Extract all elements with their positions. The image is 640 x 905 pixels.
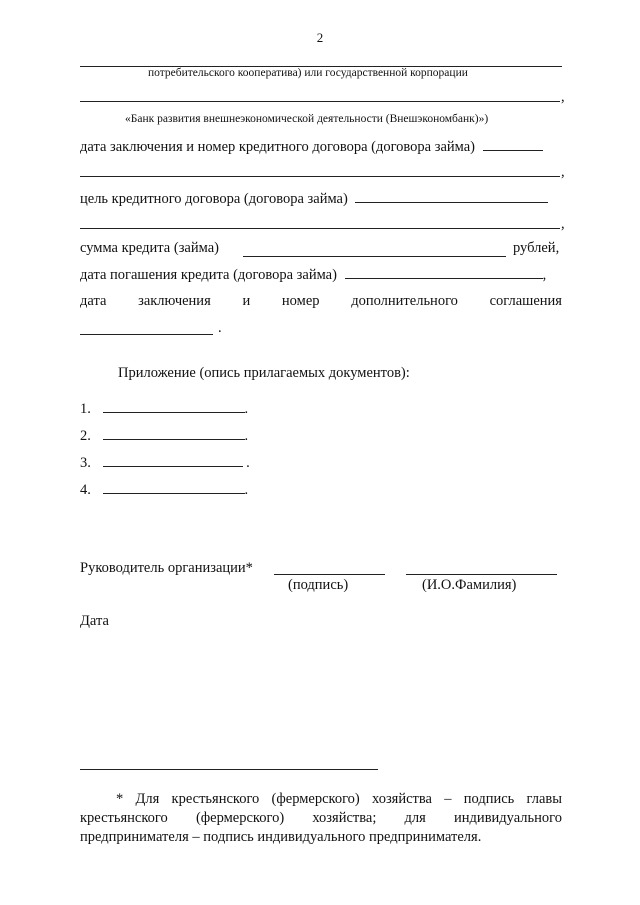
contract-date-label: дата заключения и номер кредитного договора (договора займа)	[80, 139, 476, 155]
attachment-blank[interactable]	[103, 454, 243, 467]
loan-amount-label: сумма кредита (займа)	[80, 240, 219, 256]
additional-word: заключения	[138, 293, 211, 309]
loan-amount-blank[interactable]	[243, 256, 506, 257]
repayment-date-row	[80, 266, 546, 284]
contract-date-comma: ,	[561, 164, 565, 180]
attachment-blank[interactable]	[103, 400, 245, 413]
additional-agreement-blank[interactable]	[80, 334, 213, 335]
attachment-number: 4.	[80, 482, 91, 498]
attachment-period: .	[244, 401, 249, 417]
organization-rule[interactable]	[80, 101, 560, 102]
contract-purpose-continuation[interactable]	[80, 228, 560, 229]
attachment-blank[interactable]	[103, 427, 245, 440]
contract-date-row	[80, 138, 543, 156]
name-caption: (И.О.Фамилия)	[422, 577, 517, 593]
attachment-number: 1.	[80, 401, 91, 417]
attachment-number: 2.	[80, 428, 91, 444]
date-label: Дата	[80, 613, 109, 629]
contract-date-blank[interactable]	[483, 138, 543, 151]
attachment-item	[80, 427, 248, 445]
caption-bank: «Банк развития внешнеэкономической деятельности (Внешэкономбанк)»)	[125, 113, 489, 125]
footnote-text: * Для крестьянского (фермерского) хозяйства – подпись главы крестьянского (фермерского) хозяйства; для индивидуального предпринимателя – подпись индивидуального предпринимателя.	[80, 791, 562, 845]
repayment-date-comma: ,	[542, 267, 547, 283]
organization-comma: ,	[561, 89, 565, 105]
attachments-title: Приложение (опись прилагаемых документов):	[118, 365, 410, 381]
signature-blank[interactable]	[274, 574, 385, 575]
signature-caption: (подпись)	[288, 577, 349, 593]
contract-purpose-label: цель кредитного договора (договора займа)	[80, 191, 348, 207]
attachment-blank[interactable]	[103, 481, 245, 494]
additional-word: дата	[80, 293, 107, 309]
attachment-period: .	[244, 482, 249, 498]
additional-word: и	[242, 293, 251, 309]
footnote-separator	[80, 769, 378, 770]
repayment-date-label: дата погашения кредита (договора займа)	[80, 267, 337, 283]
head-of-organization-label: Руководитель организации*	[80, 560, 253, 576]
contract-purpose-comma: ,	[561, 216, 565, 232]
currency-label: рублей,	[513, 240, 560, 256]
page-number: 2	[316, 30, 324, 45]
attachment-number: 3.	[80, 455, 91, 471]
additional-agreement-row	[80, 293, 562, 310]
contract-purpose-row	[80, 190, 548, 208]
additional-agreement-period: .	[218, 320, 222, 336]
attachment-item	[80, 454, 250, 472]
attachment-period: .	[246, 455, 250, 471]
additional-word: дополнительного	[351, 293, 458, 309]
name-blank[interactable]	[406, 574, 557, 575]
attachment-item	[80, 481, 248, 499]
contract-date-continuation[interactable]	[80, 176, 560, 177]
additional-word: соглашения	[489, 293, 562, 309]
attachment-period: .	[244, 428, 249, 444]
caption-cooperative: потребительского кооператива) или государственной корпорации	[148, 67, 468, 79]
contract-purpose-blank[interactable]	[355, 190, 548, 203]
additional-word: номер	[281, 293, 320, 309]
repayment-date-blank[interactable]	[345, 266, 543, 279]
attachment-item	[80, 400, 248, 418]
